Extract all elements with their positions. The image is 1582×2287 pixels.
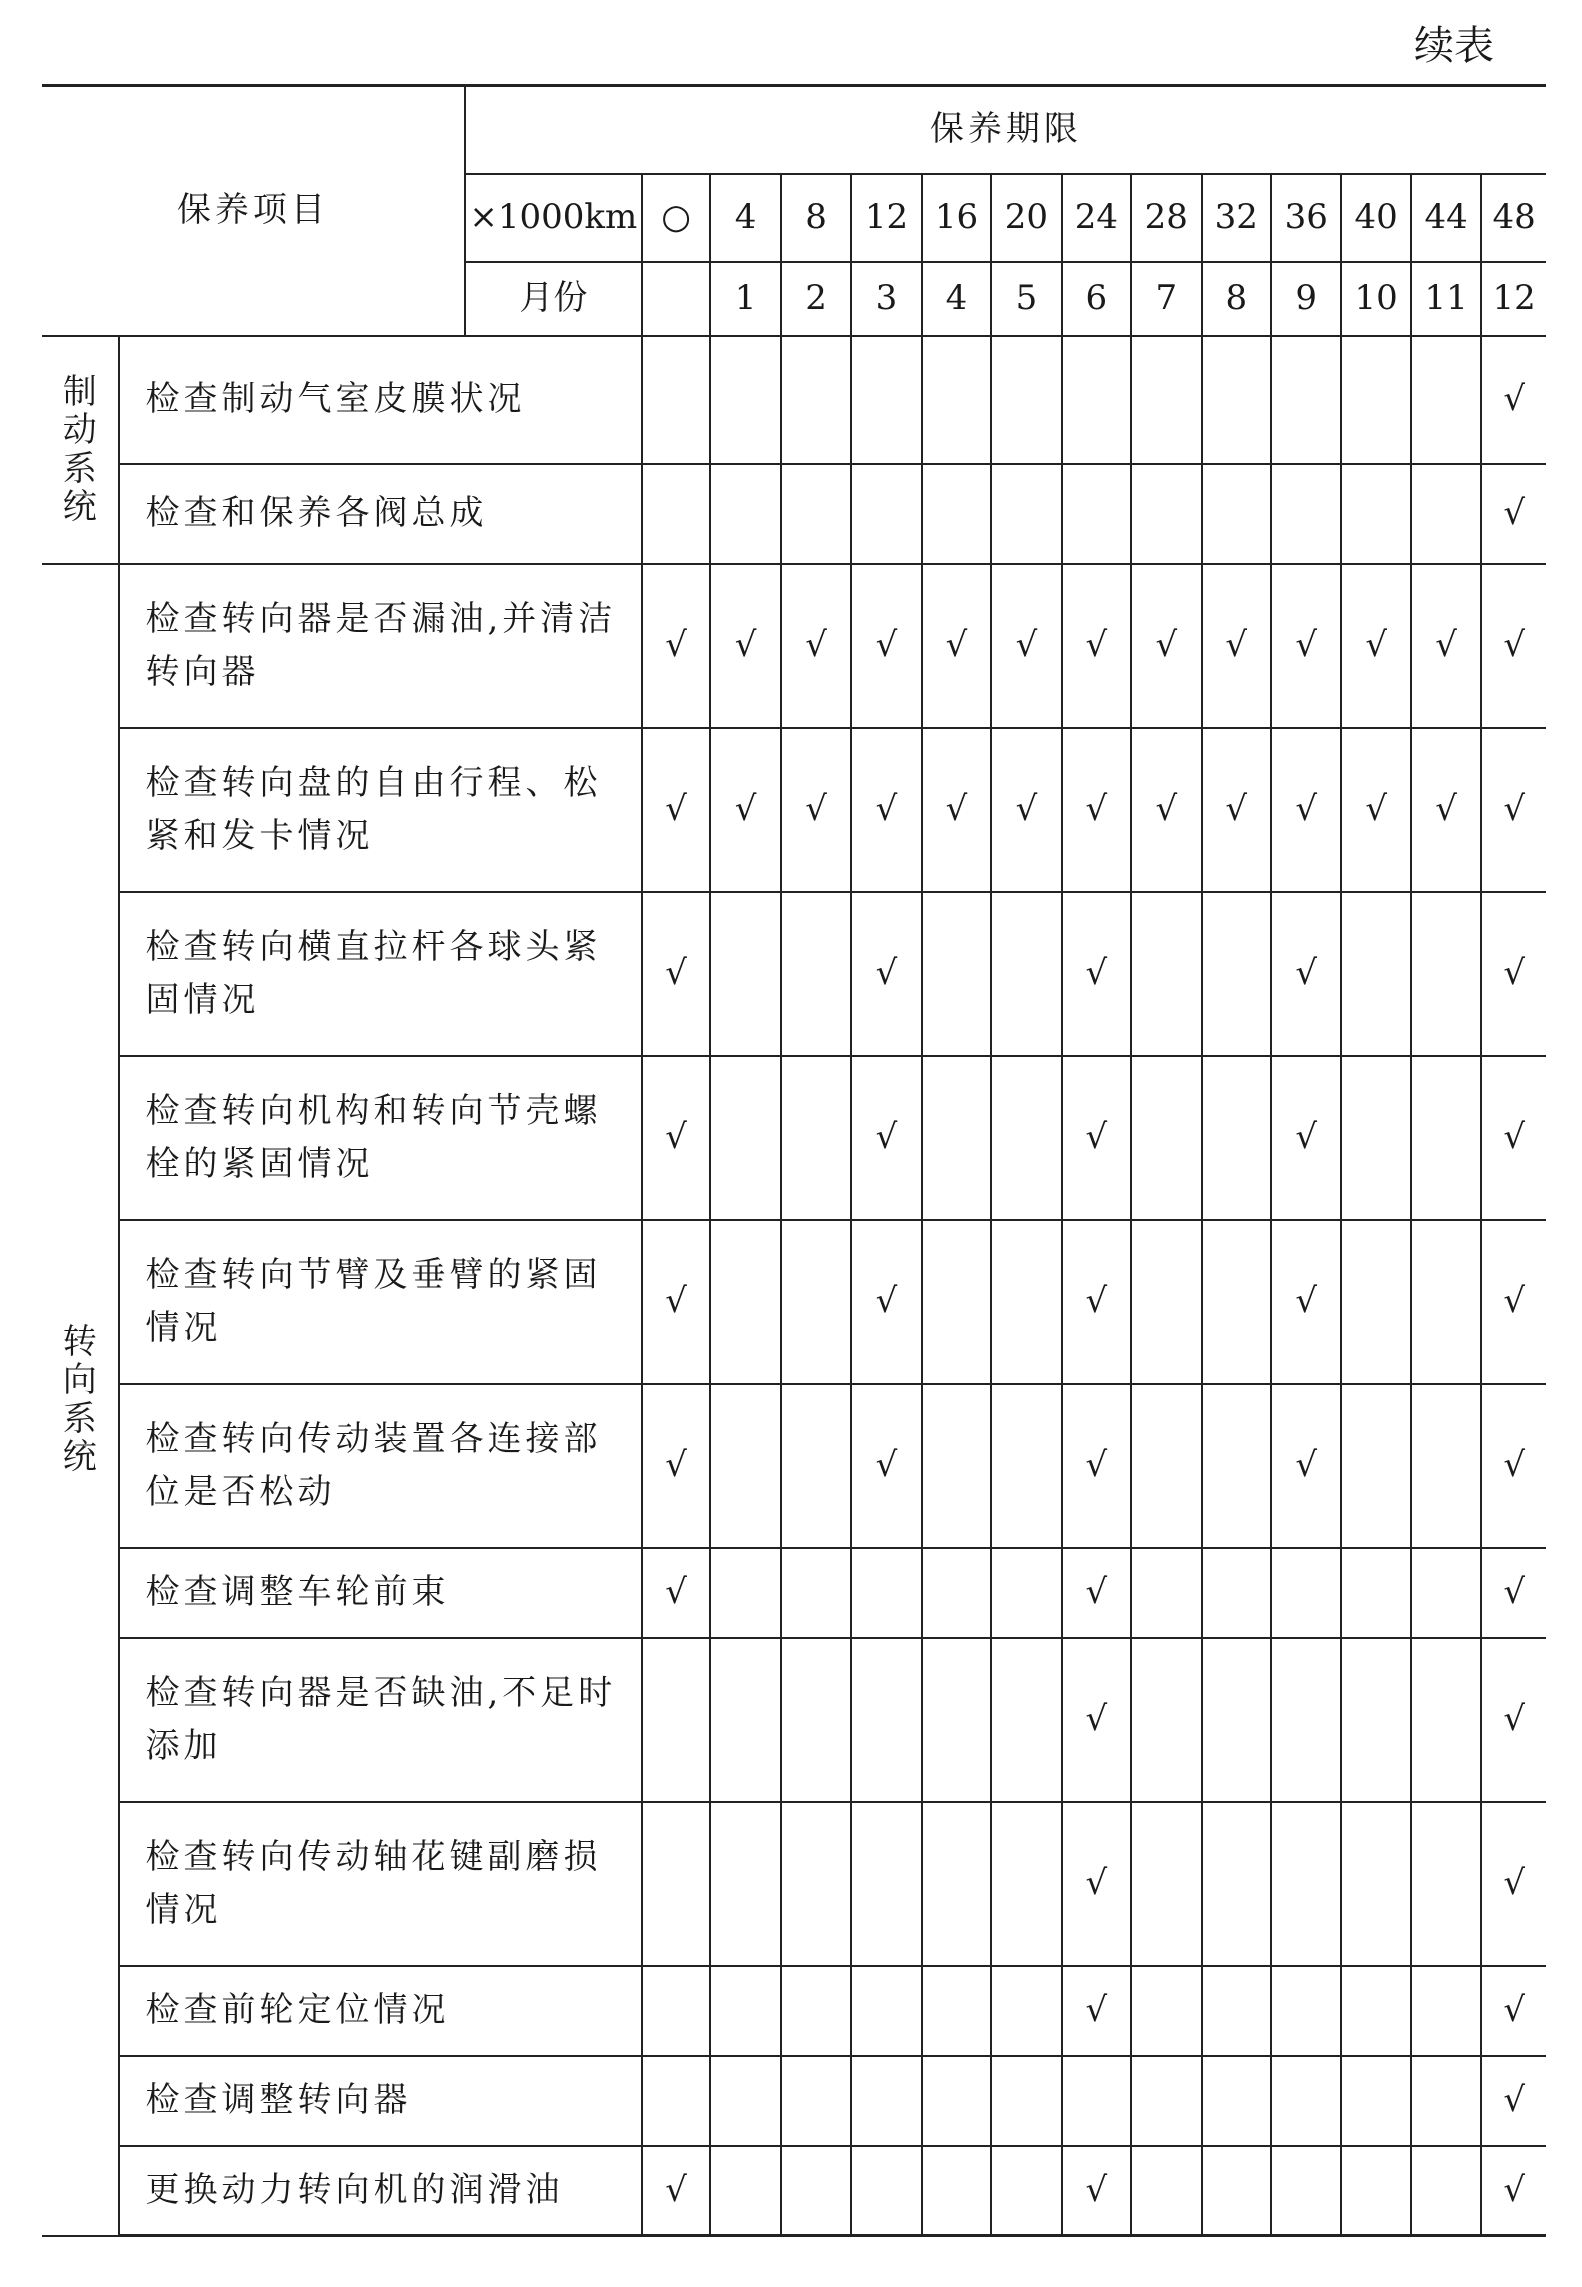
system-label [42, 336, 119, 564]
empty-cell [1411, 464, 1481, 564]
check-mark: √ [642, 1056, 710, 1220]
check-mark: √ [851, 892, 921, 1056]
table-row [42, 1056, 1546, 1220]
empty-cell [781, 1220, 851, 1384]
header-month-4: 5 [991, 262, 1061, 336]
empty-cell [1411, 1056, 1481, 1220]
empty-cell [1131, 464, 1201, 564]
empty-cell [710, 336, 780, 464]
header-initial-symbol: ○ [642, 174, 710, 262]
check-mark: √ [1481, 1802, 1546, 1966]
empty-cell [1411, 1384, 1481, 1548]
empty-cell [710, 1384, 780, 1548]
empty-cell [1411, 2056, 1481, 2146]
empty-cell [1062, 2056, 1131, 2146]
empty-cell [991, 336, 1061, 464]
header-month-11: 12 [1481, 262, 1546, 336]
header-month-7: 8 [1202, 262, 1271, 336]
check-mark: √ [1062, 564, 1131, 728]
check-mark: √ [781, 564, 851, 728]
empty-cell [642, 1966, 710, 2056]
empty-cell [1202, 1548, 1271, 1638]
check-mark: √ [781, 728, 851, 892]
item-label: 检查转向节臂及垂臂的紧固情况 [119, 1220, 642, 1384]
check-mark: √ [1271, 728, 1341, 892]
header-initial-month [642, 262, 710, 336]
empty-cell [710, 892, 780, 1056]
check-mark: √ [1271, 1056, 1341, 1220]
empty-cell [1131, 336, 1201, 464]
empty-cell [1202, 1638, 1271, 1802]
check-mark: √ [1062, 1548, 1131, 1638]
header-km-1: 8 [781, 174, 851, 262]
empty-cell [1341, 1638, 1410, 1802]
empty-cell [1341, 1384, 1410, 1548]
empty-cell [710, 1548, 780, 1638]
check-mark: √ [991, 564, 1061, 728]
check-mark: √ [1481, 1056, 1546, 1220]
header-km-8: 36 [1271, 174, 1341, 262]
check-mark: √ [642, 564, 710, 728]
header-month-3: 4 [922, 262, 991, 336]
empty-cell [781, 2146, 851, 2236]
check-mark: √ [1271, 892, 1341, 1056]
empty-cell [1271, 464, 1341, 564]
table-caption: 续表 [1414, 23, 1494, 69]
empty-cell [781, 1802, 851, 1966]
empty-cell [1131, 2146, 1201, 2236]
table-row [42, 728, 1546, 892]
check-mark: √ [1062, 1220, 1131, 1384]
header-period-label: 保养期限 [465, 86, 1546, 174]
check-mark: √ [710, 728, 780, 892]
check-mark: √ [1481, 1966, 1546, 2056]
system-label-text: 转向系统 [62, 1322, 97, 1477]
empty-cell [1411, 892, 1481, 1056]
check-mark: √ [1271, 564, 1341, 728]
header-month-2: 3 [851, 262, 921, 336]
empty-cell [642, 464, 710, 564]
empty-cell [1202, 2056, 1271, 2146]
empty-cell [1131, 2056, 1201, 2146]
item-label: 检查调整转向器 [119, 2056, 642, 2146]
maintenance-table [42, 84, 1546, 2237]
check-mark: √ [1481, 464, 1546, 564]
check-mark: √ [1131, 728, 1201, 892]
empty-cell [922, 464, 991, 564]
empty-cell [851, 1802, 921, 1966]
check-mark: √ [1202, 728, 1271, 892]
empty-cell [710, 1638, 780, 1802]
check-mark: √ [922, 564, 991, 728]
empty-cell [1202, 1056, 1271, 1220]
empty-cell [851, 336, 921, 464]
empty-cell [1202, 2146, 1271, 2236]
empty-cell [1131, 1220, 1201, 1384]
empty-cell [781, 1966, 851, 2056]
check-mark: √ [1411, 564, 1481, 728]
empty-cell [1271, 1966, 1341, 2056]
header-month-10: 11 [1411, 262, 1481, 336]
empty-cell [781, 1638, 851, 1802]
empty-cell [1202, 892, 1271, 1056]
check-mark: √ [851, 1056, 921, 1220]
check-mark: √ [1481, 728, 1546, 892]
table-row [42, 2056, 1546, 2146]
empty-cell [991, 2146, 1061, 2236]
empty-cell [642, 336, 710, 464]
empty-cell [991, 892, 1061, 1056]
empty-cell [991, 1638, 1061, 1802]
empty-cell [781, 336, 851, 464]
empty-cell [851, 1638, 921, 1802]
check-mark: √ [1062, 1638, 1131, 1802]
check-mark: √ [642, 2146, 710, 2236]
empty-cell [1131, 892, 1201, 1056]
table-row [42, 336, 1546, 464]
header-month-6: 7 [1131, 262, 1201, 336]
item-label: 检查制动气室皮膜状况 [119, 336, 642, 464]
empty-cell [710, 2056, 780, 2146]
system-label-text: 制动系统 [62, 372, 97, 527]
check-mark: √ [642, 1384, 710, 1548]
system-label [42, 564, 119, 2236]
empty-cell [851, 2146, 921, 2236]
item-label: 检查转向器是否缺油,不足时添加 [119, 1638, 642, 1802]
empty-cell [1341, 2146, 1410, 2236]
header-km-3: 16 [922, 174, 991, 262]
empty-cell [1341, 1802, 1410, 1966]
check-mark: √ [1481, 1548, 1546, 1638]
item-label: 检查转向传动轴花键副磨损情况 [119, 1802, 642, 1966]
empty-cell [710, 1056, 780, 1220]
empty-cell [1411, 1548, 1481, 1638]
empty-cell [922, 336, 991, 464]
empty-cell [781, 892, 851, 1056]
empty-cell [1062, 336, 1131, 464]
empty-cell [1271, 1638, 1341, 1802]
check-mark: √ [1481, 336, 1546, 464]
check-mark: √ [1411, 728, 1481, 892]
check-mark: √ [1062, 1056, 1131, 1220]
header-km-10: 44 [1411, 174, 1481, 262]
empty-cell [781, 1056, 851, 1220]
check-mark: √ [991, 728, 1061, 892]
item-label: 检查转向机构和转向节壳螺栓的紧固情况 [119, 1056, 642, 1220]
item-label: 检查转向横直拉杆各球头紧固情况 [119, 892, 642, 1056]
check-mark: √ [1481, 892, 1546, 1056]
empty-cell [1271, 336, 1341, 464]
empty-cell [710, 1220, 780, 1384]
check-mark: √ [1481, 1220, 1546, 1384]
check-mark: √ [1481, 564, 1546, 728]
table-row [42, 564, 1546, 728]
empty-cell [642, 1638, 710, 1802]
table-row [42, 1966, 1546, 2056]
table-row [42, 2146, 1546, 2236]
empty-cell [1341, 1966, 1410, 2056]
empty-cell [922, 1220, 991, 1384]
check-mark: √ [1131, 564, 1201, 728]
empty-cell [1271, 2146, 1341, 2236]
empty-cell [642, 2056, 710, 2146]
empty-cell [991, 2056, 1061, 2146]
empty-cell [851, 2056, 921, 2146]
empty-cell [1411, 1966, 1481, 2056]
empty-cell [1341, 2056, 1410, 2146]
empty-cell [1131, 1802, 1201, 1966]
check-mark: √ [1271, 1220, 1341, 1384]
check-mark: √ [1062, 1384, 1131, 1548]
empty-cell [922, 1638, 991, 1802]
empty-cell [1131, 1056, 1201, 1220]
empty-cell [922, 892, 991, 1056]
header-month-8: 9 [1271, 262, 1341, 336]
item-label: 检查和保养各阀总成 [119, 464, 642, 564]
empty-cell [1202, 1384, 1271, 1548]
check-mark: √ [1062, 892, 1131, 1056]
empty-cell [922, 1966, 991, 2056]
check-mark: √ [1481, 1638, 1546, 1802]
item-label: 检查转向器是否漏油,并清洁转向器 [119, 564, 642, 728]
empty-cell [922, 2146, 991, 2236]
header-item-label: 保养项目 [42, 86, 465, 336]
empty-cell [922, 1802, 991, 1966]
table-row [42, 1638, 1546, 1802]
empty-cell [851, 1548, 921, 1638]
empty-cell [1271, 2056, 1341, 2146]
header-month-5: 6 [1062, 262, 1131, 336]
empty-cell [1202, 1802, 1271, 1966]
empty-cell [1341, 892, 1410, 1056]
item-label: 更换动力转向机的润滑油 [119, 2146, 642, 2236]
empty-cell [781, 2056, 851, 2146]
empty-cell [710, 1966, 780, 2056]
empty-cell [991, 1548, 1061, 1638]
empty-cell [1411, 2146, 1481, 2236]
empty-cell [1131, 1384, 1201, 1548]
table-row [42, 1802, 1546, 1966]
check-mark: √ [642, 1548, 710, 1638]
empty-cell [922, 1056, 991, 1220]
empty-cell [710, 464, 780, 564]
table-row [42, 464, 1546, 564]
check-mark: √ [851, 564, 921, 728]
header-km-4: 20 [991, 174, 1061, 262]
empty-cell [1271, 1548, 1341, 1638]
check-mark: √ [710, 564, 780, 728]
empty-cell [991, 1384, 1061, 1548]
check-mark: √ [642, 1220, 710, 1384]
empty-cell [1341, 1056, 1410, 1220]
empty-cell [1202, 1220, 1271, 1384]
empty-cell [991, 1966, 1061, 2056]
item-label: 检查调整车轮前束 [119, 1548, 642, 1638]
empty-cell [781, 1384, 851, 1548]
empty-cell [1131, 1966, 1201, 2056]
item-label: 检查转向传动装置各连接部位是否松动 [119, 1384, 642, 1548]
check-mark: √ [1481, 2146, 1546, 2236]
empty-cell [922, 1548, 991, 1638]
empty-cell [991, 1220, 1061, 1384]
table-row [42, 892, 1546, 1056]
empty-cell [991, 464, 1061, 564]
empty-cell [991, 1802, 1061, 1966]
empty-cell [1411, 1638, 1481, 1802]
check-mark: √ [851, 1384, 921, 1548]
check-mark: √ [1062, 728, 1131, 892]
check-mark: √ [1062, 1802, 1131, 1966]
empty-cell [1271, 1802, 1341, 1966]
check-mark: √ [1481, 2056, 1546, 2146]
header-km-label: ×1000km [465, 174, 642, 262]
empty-cell [710, 2146, 780, 2236]
empty-cell [922, 1384, 991, 1548]
empty-cell [1131, 1548, 1201, 1638]
empty-cell [1202, 1966, 1271, 2056]
item-label: 检查转向盘的自由行程、松紧和发卡情况 [119, 728, 642, 892]
empty-cell [922, 2056, 991, 2146]
check-mark: √ [851, 728, 921, 892]
empty-cell [781, 464, 851, 564]
header-km-6: 28 [1131, 174, 1201, 262]
empty-cell [642, 1802, 710, 1966]
empty-cell [851, 464, 921, 564]
table-row [42, 1548, 1546, 1638]
header-month-label: 月份 [465, 262, 642, 336]
empty-cell [851, 1966, 921, 2056]
empty-cell [710, 1802, 780, 1966]
check-mark: √ [1341, 728, 1410, 892]
check-mark: √ [642, 892, 710, 1056]
empty-cell [1202, 336, 1271, 464]
check-mark: √ [1341, 564, 1410, 728]
header-km-2: 12 [851, 174, 921, 262]
check-mark: √ [851, 1220, 921, 1384]
empty-cell [1341, 464, 1410, 564]
empty-cell [1341, 1548, 1410, 1638]
header-km-7: 32 [1202, 174, 1271, 262]
check-mark: √ [922, 728, 991, 892]
empty-cell [1062, 464, 1131, 564]
check-mark: √ [1062, 1966, 1131, 2056]
check-mark: √ [1271, 1384, 1341, 1548]
header-month-0: 1 [710, 262, 780, 336]
check-mark: √ [1202, 564, 1271, 728]
table-row [42, 1220, 1546, 1384]
check-mark: √ [1481, 1384, 1546, 1548]
empty-cell [1411, 1220, 1481, 1384]
check-mark: √ [642, 728, 710, 892]
item-label: 检查前轮定位情况 [119, 1966, 642, 2056]
check-mark: √ [1062, 2146, 1131, 2236]
empty-cell [1411, 336, 1481, 464]
empty-cell [781, 1548, 851, 1638]
empty-cell [1341, 1220, 1410, 1384]
empty-cell [1202, 464, 1271, 564]
header-km-11: 48 [1481, 174, 1546, 262]
empty-cell [1131, 1638, 1201, 1802]
empty-cell [1341, 336, 1410, 464]
header-month-1: 2 [781, 262, 851, 336]
table-row [42, 1384, 1546, 1548]
empty-cell [1411, 1802, 1481, 1966]
header-km-5: 24 [1062, 174, 1131, 262]
header-km-0: 4 [710, 174, 780, 262]
header-month-9: 10 [1341, 262, 1410, 336]
header-km-9: 40 [1341, 174, 1410, 262]
empty-cell [991, 1056, 1061, 1220]
